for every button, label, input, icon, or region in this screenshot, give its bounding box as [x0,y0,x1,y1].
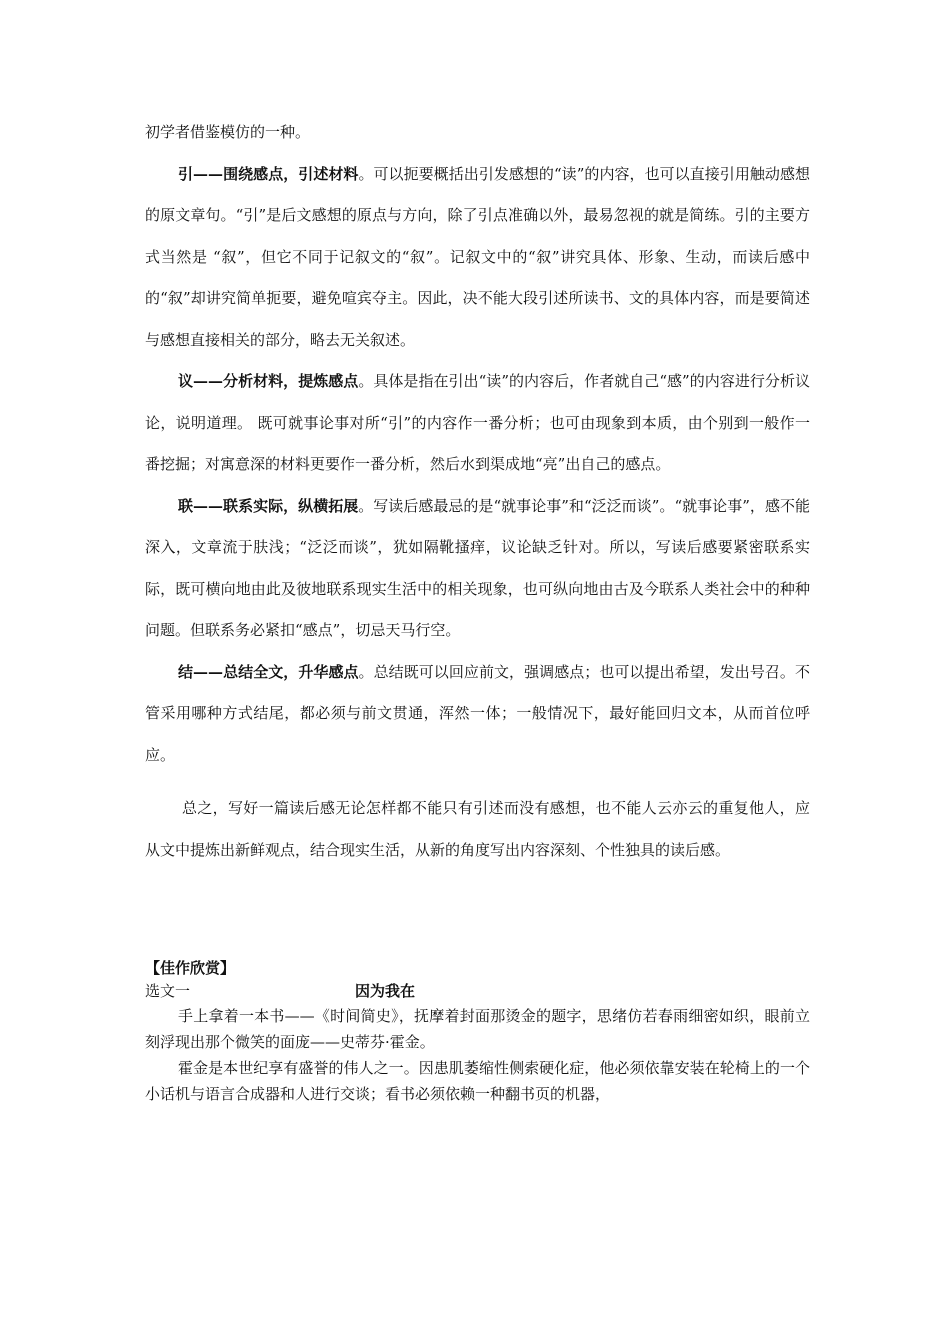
summary-paragraph: 总之，写好一篇读后感无论怎样都不能只有引述而没有感想，也不能人云亦云的重复他人，应从文中提炼出新鲜观点，结合现实生活，从新的角度写出内容深刻、个性独具的读后感。 [145,799,810,859]
paragraph-lian-body: 。写读后感最忌的是“就事论事”和“泛泛而谈”。“就事论事”，感不能深入，文章流于肤浅；“泛泛而谈”，犹如隔靴搔痒，议论缺乏针对。所以，写读后感要紧密联系实际，既可横向地由此及彼地联系现实生活中的相关现象，也可纵向地由古及今联系人类社会中的种种问题。但联系务必紧扣“感点”，切忌天马行空。 [145,496,810,639]
essay-paragraph: 手上拿着一本书——《时间简史》，抚摩着封面那烫金的题字，思绪仿若春雨细密如织，眼前立刻浮现出那个微笑的面庞——史蒂芬·霍金。 [145,1007,810,1051]
paragraph-jie [145,652,810,777]
essay-title: 因为我在 [355,982,416,1000]
paragraph-yi-lead: 议——分析材料，提炼感点 [178,372,359,390]
paragraph-yin-lead: 引——围绕感点，引述材料 [178,164,359,183]
document-page [145,112,810,1107]
paragraph-lian [145,486,810,652]
intro-tail: 初学者借鉴模仿的一种。 [145,123,311,141]
paragraph-yin [145,154,810,362]
spacer [145,871,810,957]
paragraph-lian-lead: 联——联系实际，纵横拓展 [178,496,359,515]
paragraph-yi [145,361,810,486]
paragraph-jie-lead: 结——总结全文，升华感点 [178,662,359,681]
essay-label: 选文一 [145,982,191,1000]
paragraph-jie-body: 。总结既可以回应前文，强调感点；也可以提出希望，发出号召。不管采用哪种方式结尾，都必须与前文贯通，浑然一体；一般情况下，最好能回归文本，从而首位呼应。 [145,662,810,764]
section-heading: 【佳作欣赏】 [145,959,236,977]
spacer [145,776,810,788]
essay-title-line [145,980,810,1003]
essay-paragraph: 霍金是本世纪享有盛誉的伟人之一。因患肌萎缩性侧索硬化症，他必须依靠安装在轮椅上的一个小话机与语言合成器和人进行交谈；看书必须依赖一种翻书页的机器， [145,1059,810,1103]
paragraph-yi-body: 。具体是指在引出“读”的内容后，作者就自己“感”的内容进行分析议论，说明道理。 既可就事论事对所“引”的内容作一番分析；也可由现象到本质，由个别到一般作一番挖掘；对寓意深的材料更要作一番分析，然后水到渠成地“亮”出自己的感点。 [145,372,810,473]
paragraph-yin-body: 。可以扼要概括出引发感想的“读”的内容，也可以直接引用触动感想的原文章句。“引”是后文感想的原点与方向，除了引点准确以外，最易忽视的就是简练。引的主要方式当然是 “叙”，但它不同于记叙文的“叙”。记叙文中的“叙”讲究具体、形象、生动，而读后感中的“叙”却讲究简单扼要，避免喧宾夺主。因此，决不能大段引述所读书、文的具体内容，而是要简述与感想直接相关的部分，略去无关叙述。 [145,164,810,349]
